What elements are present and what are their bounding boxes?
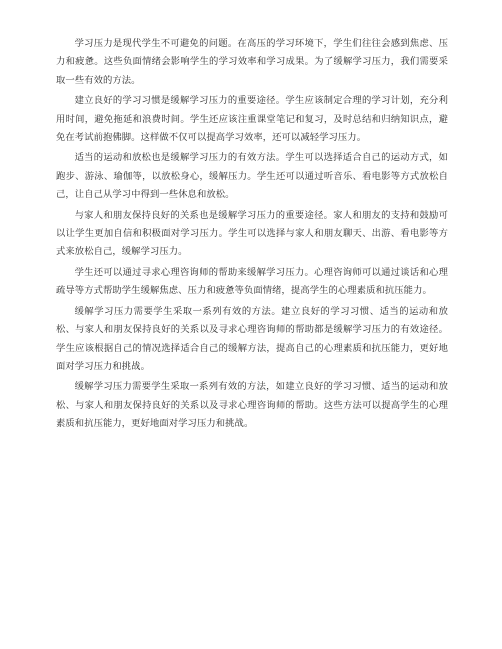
paragraph-6: 缓解学习压力需要学生采取一系列有效的方法。建立良好的学习习惯、适当的运动和放松、与家人和朋友保持良好的关系以及寻求心理咨询师的帮助都是缓解学习压力的有效途径。学生应该根据自己的情况选择适合自己的缓解方法，提高自己的心理素质和抗压能力，更好地面对学习压力和挑战。 bbox=[56, 305, 448, 372]
paragraph-5: 学生还可以通过寻求心理咨询师的帮助来缓解学习压力。心理咨询师可以通过谈话和心理疏导等方式帮助学生缓解焦虑、压力和疲惫等负面情绪，提高学生的心理素质和抗压能力。 bbox=[56, 266, 448, 297]
paragraph-4: 与家人和朋友保持良好的关系也是缓解学习压力的重要途径。家人和朋友的支持和鼓励可以让学生更加自信和积极面对学习压力。学生可以选择与家人和朋友聊天、出游、看电影等方式来放松自己，缓解学习压力。 bbox=[56, 209, 448, 258]
document-body bbox=[56, 35, 448, 436]
paragraph-2: 建立良好的学习习惯是缓解学习压力的重要途径。学生应该制定合理的学习计划，充分利用时间，避免拖延和浪费时间。学生还应该注重课堂笔记和复习，及时总结和归纳知识点，避免在考试前抱佛脚。这样做不仅可以提高学习效率，还可以减轻学习压力。 bbox=[56, 95, 448, 144]
paragraph-1: 学习压力是现代学生不可避免的问题。在高压的学习环境下，学生们往往会感到焦虑、压力和疲惫。这些负面情绪会影响学生的学习效率和学习成果。为了缓解学习压力，我们需要采取一些有效的方法。 bbox=[56, 38, 448, 86]
paragraph-7: 缓解学习压力需要学生采取一系列有效的方法，如建立良好的学习习惯、适当的运动和放松、与家人和朋友保持良好的关系以及寻求心理咨询师的帮助。这些方法可以提高学生的心理素质和抗压能力，更好地面对学习压力和挑战。 bbox=[56, 381, 448, 430]
paragraph-3: 适当的运动和放松也是缓解学习压力的有效方法。学生可以选择适合自己的运动方式，如跑步、游泳、瑜伽等，以放松身心，缓解压力。学生还可以通过听音乐、看电影等方式放松自己，让自己从学习中得到一些休息和放松。 bbox=[56, 152, 448, 201]
